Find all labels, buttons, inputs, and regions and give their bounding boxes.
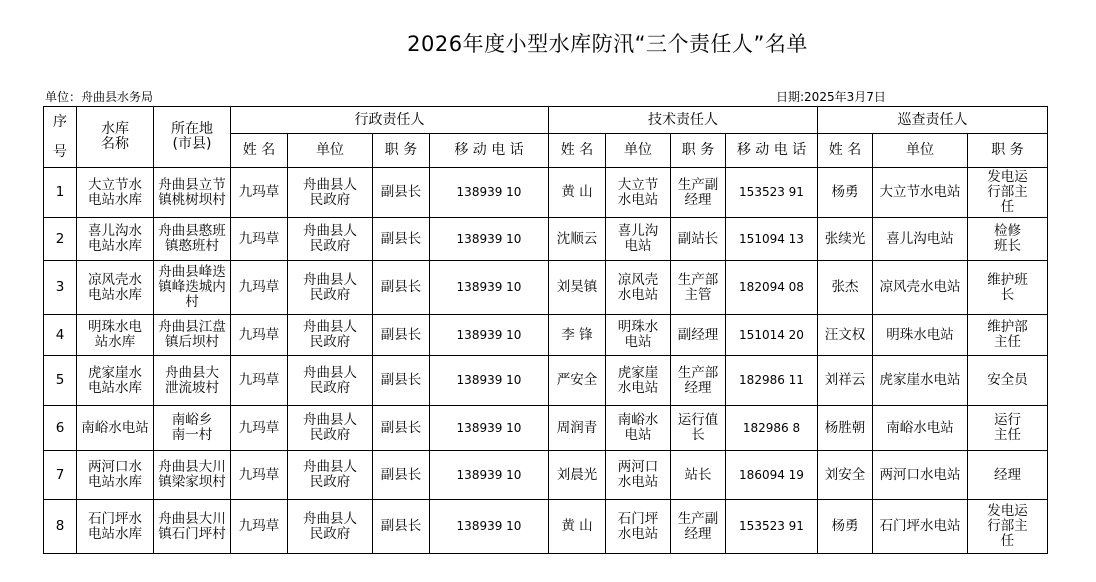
cell-location: 舟曲县峰迭 镇峰迭城内 村 (154, 261, 231, 315)
cell-reservoir: 南峪水电站 (77, 406, 154, 451)
cell-tech-phone: 182094 08 (726, 261, 818, 315)
cell-patrol-role: 发电运 行部主 任 (968, 168, 1048, 218)
cell-tech-phone: 153523 91 (726, 500, 818, 554)
cell-admin-org: 舟曲县人 民政府 (288, 261, 373, 315)
cell-patrol-role: 经理 (968, 451, 1048, 500)
table-row (44, 261, 1048, 315)
cell-admin-phone: 138939 10 (430, 261, 549, 315)
cell-reservoir: 两河口水 电站水库 (77, 451, 154, 500)
cell-patrol-name: 杨勇 (818, 168, 873, 218)
cell-admin-org: 舟曲县人 民政府 (288, 168, 373, 218)
cell-admin-phone: 138939 10 (430, 315, 549, 356)
cell-tech-phone: 153523 91 (726, 168, 818, 218)
cell-tech-role: 运行值 长 (671, 406, 726, 451)
cell-seq: 3 (44, 261, 77, 315)
cell-admin-org: 舟曲县人 民政府 (288, 500, 373, 554)
cell-tech-role: 站长 (671, 451, 726, 500)
header-tech-name: 姓 名 (549, 134, 606, 168)
cell-location: 舟曲县憨班 镇憨班村 (154, 218, 231, 261)
cell-tech-role: 生产副 经理 (671, 168, 726, 218)
cell-reservoir: 虎家崖水 电站水库 (77, 356, 154, 406)
cell-tech-name: 李 锋 (549, 315, 606, 356)
cell-patrol-name: 杨勇 (818, 500, 873, 554)
cell-tech-role: 生产副 经理 (671, 500, 726, 554)
cell-patrol-role: 维护部 主任 (968, 315, 1048, 356)
header-tech: 技术责任人 (549, 107, 818, 134)
cell-admin-org: 舟曲县人 民政府 (288, 451, 373, 500)
cell-admin-name: 九玛草 (231, 451, 288, 500)
cell-seq: 7 (44, 451, 77, 500)
header-tech-org: 单位 (606, 134, 671, 168)
cell-tech-name: 黄 山 (549, 500, 606, 554)
cell-location: 舟曲县立节 镇桃树坝村 (154, 168, 231, 218)
cell-admin-org: 舟曲县人 民政府 (288, 218, 373, 261)
cell-admin-org: 舟曲县人 民政府 (288, 406, 373, 451)
cell-admin-role: 副县长 (373, 451, 430, 500)
unit-label: 单位：舟曲县水务局 (45, 90, 154, 104)
cell-admin-name: 九玛草 (231, 315, 288, 356)
cell-tech-role: 副站长 (671, 218, 726, 261)
cell-admin-phone: 138939 10 (430, 451, 549, 500)
cell-patrol-role: 维护班 长 (968, 261, 1048, 315)
cell-patrol-name: 刘祥云 (818, 356, 873, 406)
cell-patrol-org: 喜儿沟电站 (873, 218, 968, 261)
cell-tech-name: 刘昊镇 (549, 261, 606, 315)
cell-admin-org: 舟曲县人 民政府 (288, 315, 373, 356)
cell-admin-role: 副县长 (373, 168, 430, 218)
cell-admin-name: 九玛草 (231, 406, 288, 451)
header-patrol: 巡查责任人 (818, 107, 1048, 134)
cell-tech-org: 石门坪 水电站 (606, 500, 671, 554)
header-admin-org: 单位 (288, 134, 373, 168)
cell-reservoir: 明珠水电 站水库 (77, 315, 154, 356)
table-row (44, 218, 1048, 261)
cell-patrol-org: 两河口水电站 (873, 451, 968, 500)
cell-tech-org: 明珠水 电站 (606, 315, 671, 356)
cell-tech-phone: 182986 11 (726, 356, 818, 406)
cell-admin-phone: 138939 10 (430, 406, 549, 451)
cell-tech-phone: 186094 19 (726, 451, 818, 500)
cell-admin-role: 副县长 (373, 261, 430, 315)
cell-tech-org: 凉风壳 水电站 (606, 261, 671, 315)
cell-location: 舟曲县大川 镇梁家坝村 (154, 451, 231, 500)
cell-admin-role: 副县长 (373, 218, 430, 261)
cell-admin-name: 九玛草 (231, 356, 288, 406)
cell-location: 南峪乡 南一村 (154, 406, 231, 451)
header-admin-name: 姓 名 (231, 134, 288, 168)
table-row (44, 356, 1048, 406)
cell-patrol-org: 明珠水电站 (873, 315, 968, 356)
cell-patrol-name: 汪文权 (818, 315, 873, 356)
cell-admin-phone: 138939 10 (430, 218, 549, 261)
header-tech-phone: 移 动 电 话 (726, 134, 818, 168)
cell-tech-name: 周润青 (549, 406, 606, 451)
cell-tech-role: 生产部 主管 (671, 261, 726, 315)
cell-admin-role: 副县长 (373, 406, 430, 451)
cell-seq: 6 (44, 406, 77, 451)
cell-tech-phone: 151094 13 (726, 218, 818, 261)
cell-admin-phone: 138939 10 (430, 356, 549, 406)
cell-location: 舟曲县大 泄流坡村 (154, 356, 231, 406)
cell-location: 舟曲县大川 镇石门坪村 (154, 500, 231, 554)
header-admin-phone: 移 动 电 话 (430, 134, 549, 168)
cell-patrol-org: 虎家崖水电站 (873, 356, 968, 406)
cell-tech-role: 生产部 经理 (671, 356, 726, 406)
cell-admin-phone: 138939 10 (430, 500, 549, 554)
cell-location: 舟曲县江盘 镇后坝村 (154, 315, 231, 356)
cell-admin-phone: 138939 10 (430, 168, 549, 218)
cell-patrol-org: 凉风壳水电站 (873, 261, 968, 315)
header-admin-role: 职 务 (373, 134, 430, 168)
cell-tech-org: 大立节 水电站 (606, 168, 671, 218)
page-title: 2026年度小型水库防汛“三个责任人”名单 (407, 32, 808, 56)
cell-admin-name: 九玛草 (231, 261, 288, 315)
cell-patrol-name: 刘安全 (818, 451, 873, 500)
cell-patrol-name: 杨胜朝 (818, 406, 873, 451)
header-patrol-role: 职 务 (968, 134, 1048, 168)
header-admin: 行政责任人 (231, 107, 549, 134)
cell-patrol-role: 运行 主任 (968, 406, 1048, 451)
cell-tech-org: 南峪水 电站 (606, 406, 671, 451)
cell-admin-role: 副县长 (373, 315, 430, 356)
date-label: 日期:2025年3月7日 (776, 90, 886, 104)
cell-tech-org: 喜儿沟 电站 (606, 218, 671, 261)
cell-patrol-role: 检修 班长 (968, 218, 1048, 261)
cell-patrol-role: 发电运 行部主 任 (968, 500, 1048, 554)
cell-tech-org: 虎家崖 水电站 (606, 356, 671, 406)
cell-tech-org: 两河口 水电站 (606, 451, 671, 500)
cell-reservoir: 凉风壳水 电站水库 (77, 261, 154, 315)
cell-tech-phone: 151014 20 (726, 315, 818, 356)
header-location: 所在地 (市县) (154, 107, 231, 168)
cell-seq: 4 (44, 315, 77, 356)
header-patrol-org: 单位 (873, 134, 968, 168)
header-patrol-name: 姓 名 (818, 134, 873, 168)
header-reservoir: 水库 名称 (77, 107, 154, 168)
cell-patrol-org: 南峪水电站 (873, 406, 968, 451)
table-row (44, 315, 1048, 356)
cell-tech-name: 刘晨光 (549, 451, 606, 500)
cell-patrol-org: 大立节水电站 (873, 168, 968, 218)
cell-tech-name: 严安全 (549, 356, 606, 406)
cell-admin-role: 副县长 (373, 500, 430, 554)
cell-seq: 5 (44, 356, 77, 406)
cell-seq: 8 (44, 500, 77, 554)
cell-tech-name: 沈顺云 (549, 218, 606, 261)
cell-patrol-name: 张续光 (818, 218, 873, 261)
cell-seq: 1 (44, 168, 77, 218)
table-row (44, 406, 1048, 451)
header-tech-role: 职 务 (671, 134, 726, 168)
cell-admin-org: 舟曲县人 民政府 (288, 356, 373, 406)
cell-reservoir: 大立节水 电站水库 (77, 168, 154, 218)
table-row (44, 500, 1048, 554)
responsibility-table (43, 106, 1048, 554)
cell-admin-role: 副县长 (373, 356, 430, 406)
cell-tech-phone: 182986 8 (726, 406, 818, 451)
cell-reservoir: 喜儿沟水 电站水库 (77, 218, 154, 261)
header-seq: 序 号 (44, 107, 77, 168)
cell-seq: 2 (44, 218, 77, 261)
cell-admin-name: 九玛草 (231, 168, 288, 218)
cell-patrol-role: 安全员 (968, 356, 1048, 406)
cell-tech-role: 副经理 (671, 315, 726, 356)
cell-tech-name: 黄 山 (549, 168, 606, 218)
cell-reservoir: 石门坪水 电站水库 (77, 500, 154, 554)
table-row (44, 451, 1048, 500)
cell-patrol-org: 石门坪水电站 (873, 500, 968, 554)
cell-patrol-name: 张杰 (818, 261, 873, 315)
cell-admin-name: 九玛草 (231, 218, 288, 261)
cell-admin-name: 九玛草 (231, 500, 288, 554)
table-row (44, 168, 1048, 218)
